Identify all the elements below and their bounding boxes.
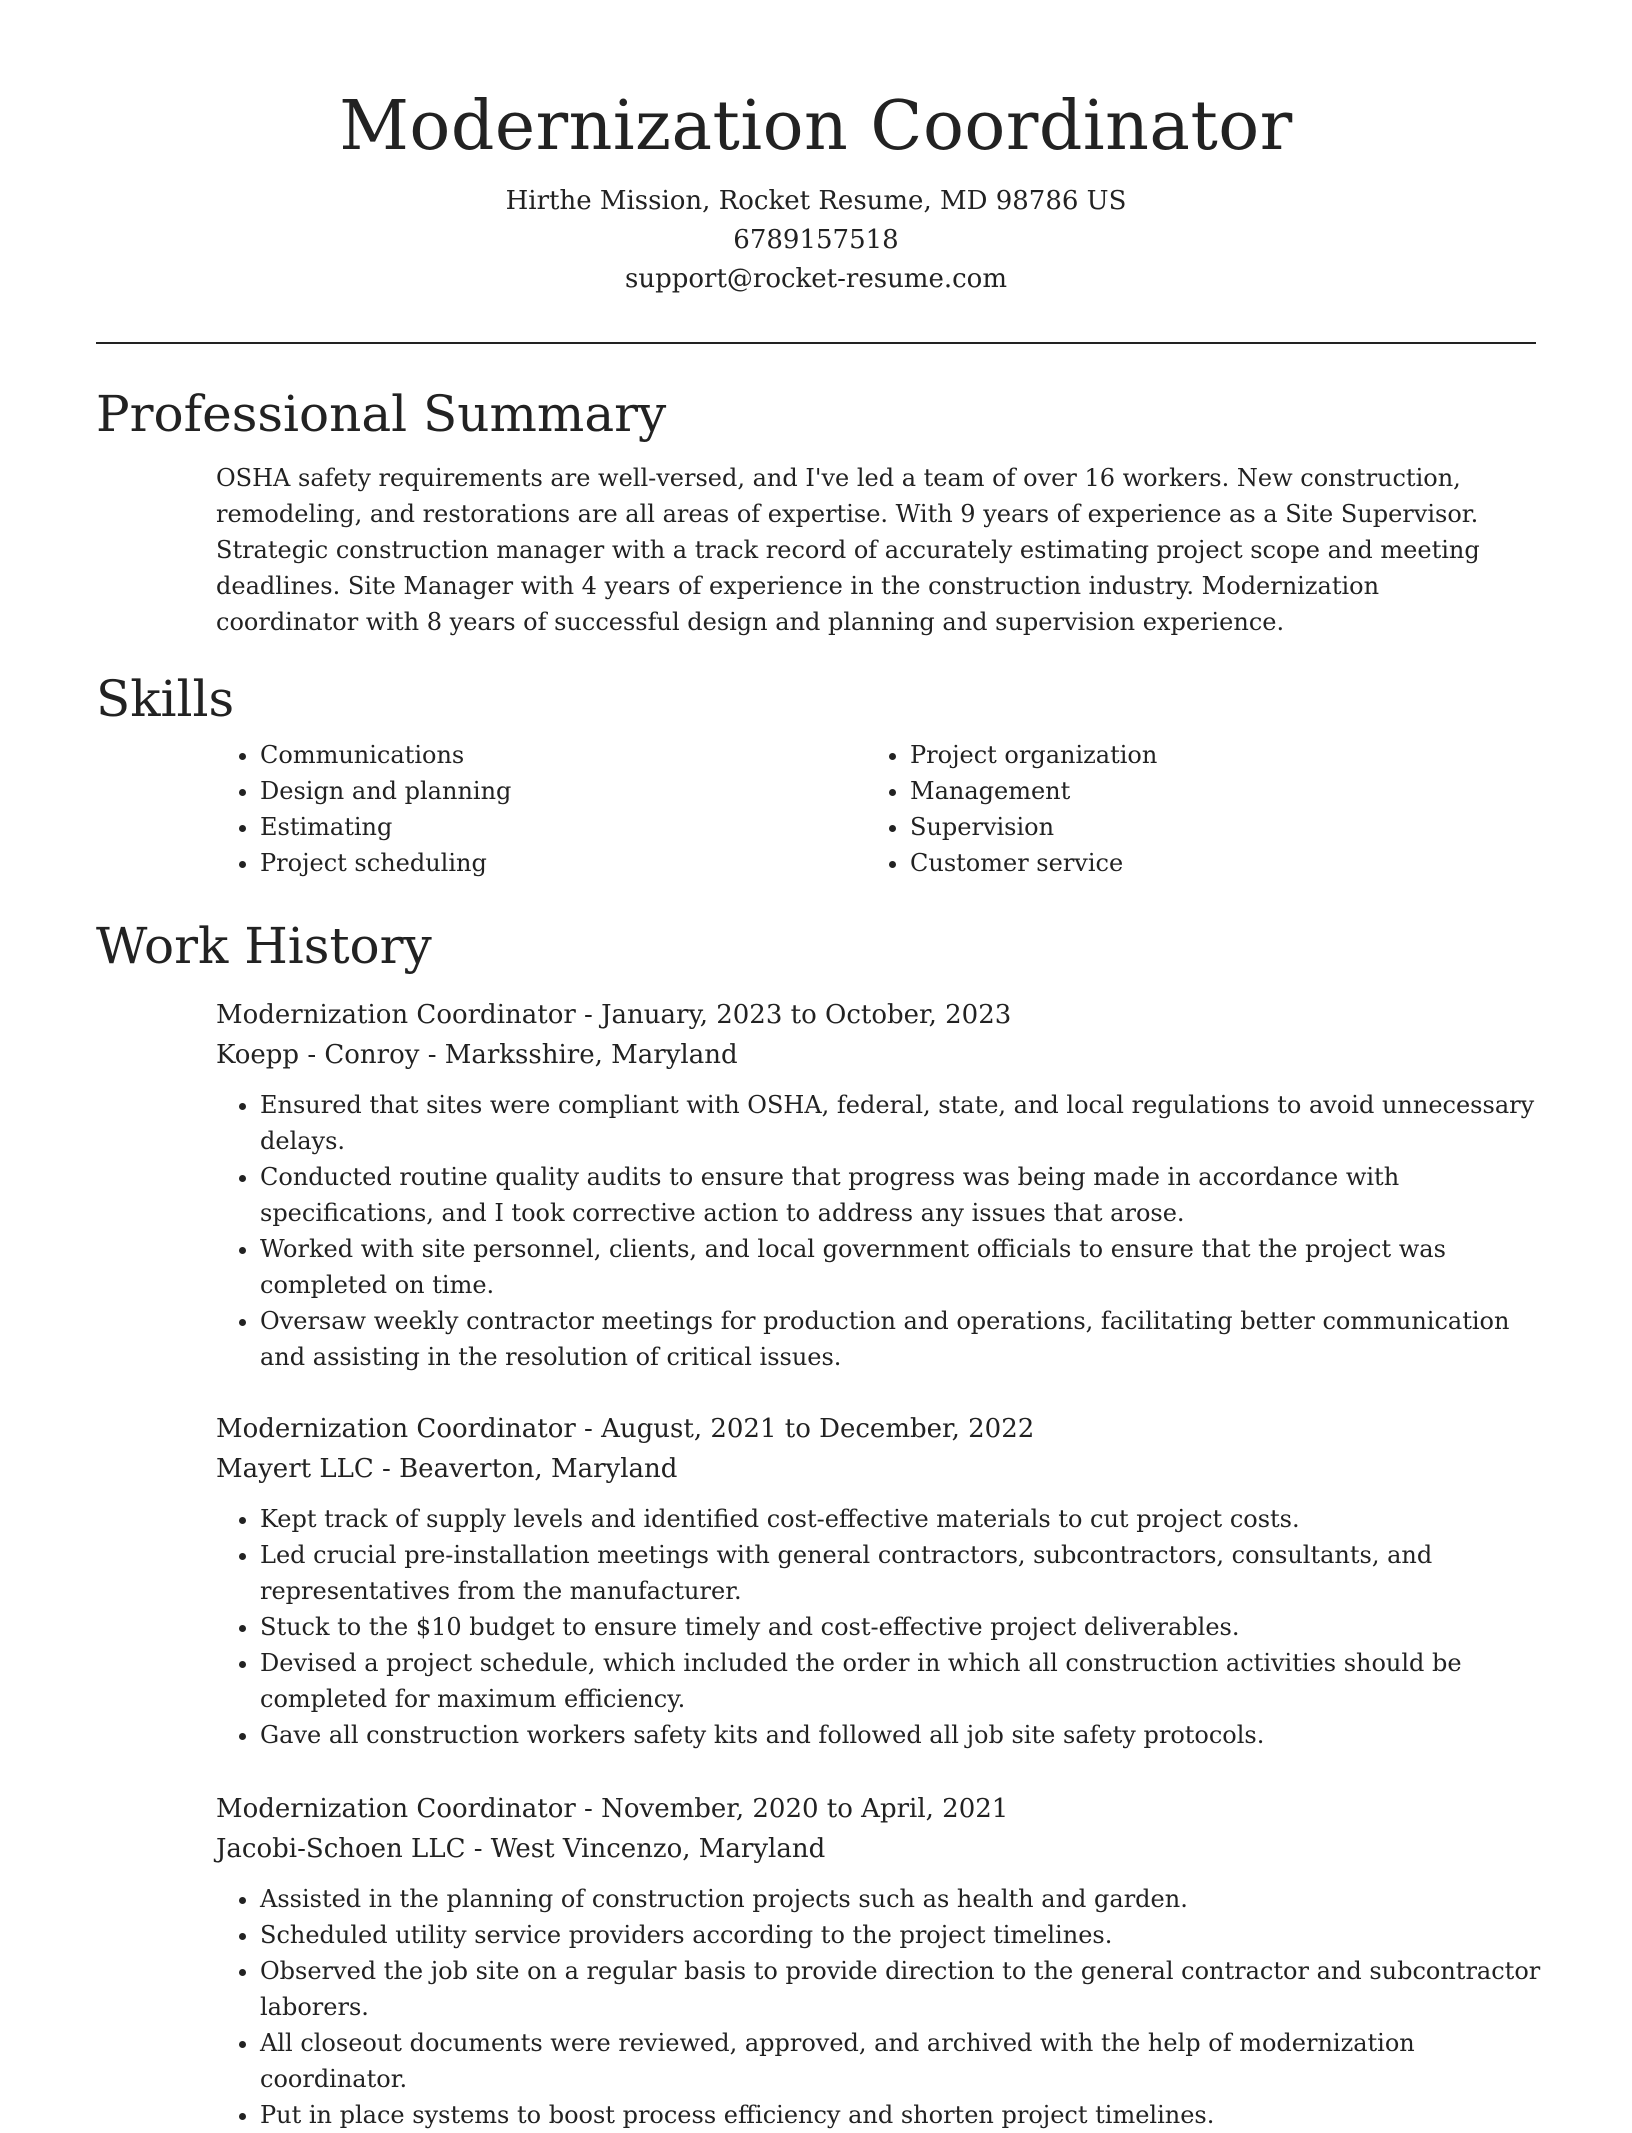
job-title-line [216, 1789, 1541, 1829]
section-title-skills: Skills [96, 670, 235, 728]
header-divider [96, 342, 1536, 344]
job-title: Modernization Coordinator [216, 1000, 576, 1030]
skills-columns [216, 737, 1536, 881]
skills-section [96, 667, 1536, 881]
skills-list-right [866, 737, 1516, 881]
skill-item: • Design and planning [260, 773, 866, 809]
work-history-section [96, 914, 1536, 978]
job-bullet: • Gave all construction workers safety kits and followed all job site safety protocols. [260, 1717, 1541, 1753]
job-location: - Beaverton, Maryland [373, 1454, 678, 1484]
job-details [216, 1409, 1541, 1753]
job-bullets [216, 1501, 1541, 1753]
job-bullets [216, 1881, 1541, 2133]
skill-item: • Project scheduling [260, 845, 866, 881]
job-bullet: • Devised a project schedule, which included the order in which all construction activities should be completed for maximum efficiency. [260, 1645, 1541, 1717]
job-bullet: • Ensured that sites were compliant with OSHA, federal, state, and local regulations to avoid unnecessary delays. [260, 1087, 1541, 1159]
job-title: Modernization Coordinator [216, 1794, 576, 1824]
job-location: - Marksshire, Maryland [419, 1040, 738, 1070]
section-title-summary: Professional Summary [96, 385, 667, 443]
job-bullet: • Stuck to the $10 budget to ensure timely and cost-effective project deliverables. [260, 1609, 1541, 1645]
skill-item: • Estimating [260, 809, 866, 845]
job-bullet: • Worked with site personnel, clients, and local government officials to ensure that the project was completed on time. [260, 1231, 1541, 1303]
contact-address: Hirthe Mission, Rocket Resume, MD 98786 US [505, 186, 1127, 216]
skill-item: • Management [910, 773, 1516, 809]
contact-email: support@rocket-resume.com [624, 264, 1007, 294]
job-dates: - November, 2020 to April, 2021 [575, 1794, 1009, 1824]
job-title-line [216, 1409, 1541, 1449]
job-bullet: • All closeout documents were reviewed, approved, and archived with the help of modernization coordinator. [260, 2025, 1541, 2097]
job-company-line [216, 1829, 1541, 1869]
job-dates: - August, 2021 to December, 2022 [575, 1414, 1035, 1444]
job-bullet: • Conducted routine quality audits to ensure that progress was being made in accordance with specifications, and I took corrective action to address any issues that arose. [260, 1159, 1541, 1231]
job-company: Jacobi-Schoen LLC [216, 1834, 466, 1864]
skill-item: • Supervision [910, 809, 1516, 845]
job-company: Mayert LLC [216, 1454, 374, 1484]
skills-list-left [216, 737, 866, 881]
job-title-line [216, 995, 1541, 1035]
job-bullet: • Put in place systems to boost process efficiency and shorten project timelines. [260, 2097, 1541, 2133]
summary-text: OSHA safety requirements are well-versed, and I've led a team of over 16 workers. New construction, remodeling, and restorations are all areas of expertise. With 9 years of experience as a Site Supervisor. Strategic construction manager with a track record of accurately estimating project scope and meeting deadlines. Site Manager with 4 years of experience in the construction industry. Modernization coordinator with 8 years of successful design and planning and supervision experience. [216, 464, 1480, 636]
job-bullet: • Observed the job site on a regular basis to provide direction to the general contractor and subcontractor laborers. [260, 1953, 1541, 2025]
skill-item: • Project organization [910, 737, 1516, 773]
contact-info [0, 182, 1632, 299]
job-bullet: • Kept track of supply levels and identified cost-effective materials to cut project costs. [260, 1501, 1541, 1537]
job-dates: - January, 2023 to October, 2023 [575, 1000, 1012, 1030]
summary-section [96, 382, 1536, 640]
job-bullet: • Oversaw weekly contractor meetings for production and operations, facilitating better communication and assisting in the resolution of critical issues. [260, 1303, 1541, 1375]
skill-item: • Customer service [910, 845, 1516, 881]
candidate-name: Modernization Coordinator [339, 87, 1293, 166]
job-company-line [216, 1035, 1541, 1075]
job-details [216, 1789, 1541, 2133]
job-bullets [216, 1087, 1541, 1375]
job-entry [96, 1409, 1536, 1753]
job-company: Koepp - Conroy [216, 1040, 420, 1070]
section-title-work-history: Work History [96, 917, 432, 975]
skill-item: • Communications [260, 737, 866, 773]
job-title: Modernization Coordinator [216, 1414, 576, 1444]
contact-phone: 6789157518 [733, 225, 899, 255]
job-location: - West Vincenzo, Maryland [465, 1834, 826, 1864]
job-entry [96, 1789, 1541, 2133]
job-bullet: • Led crucial pre-installation meetings with general contractors, subcontractors, consultants, and representatives from the manufacturer. [260, 1537, 1541, 1609]
job-company-line [216, 1449, 1541, 1489]
job-bullet: • Scheduled utility service providers according to the project timelines. [260, 1917, 1541, 1953]
job-details [216, 995, 1541, 1375]
job-bullet: • Assisted in the planning of construction projects such as health and garden. [260, 1881, 1541, 1917]
job-entry [96, 995, 1536, 1375]
resume-header [0, 0, 1632, 299]
